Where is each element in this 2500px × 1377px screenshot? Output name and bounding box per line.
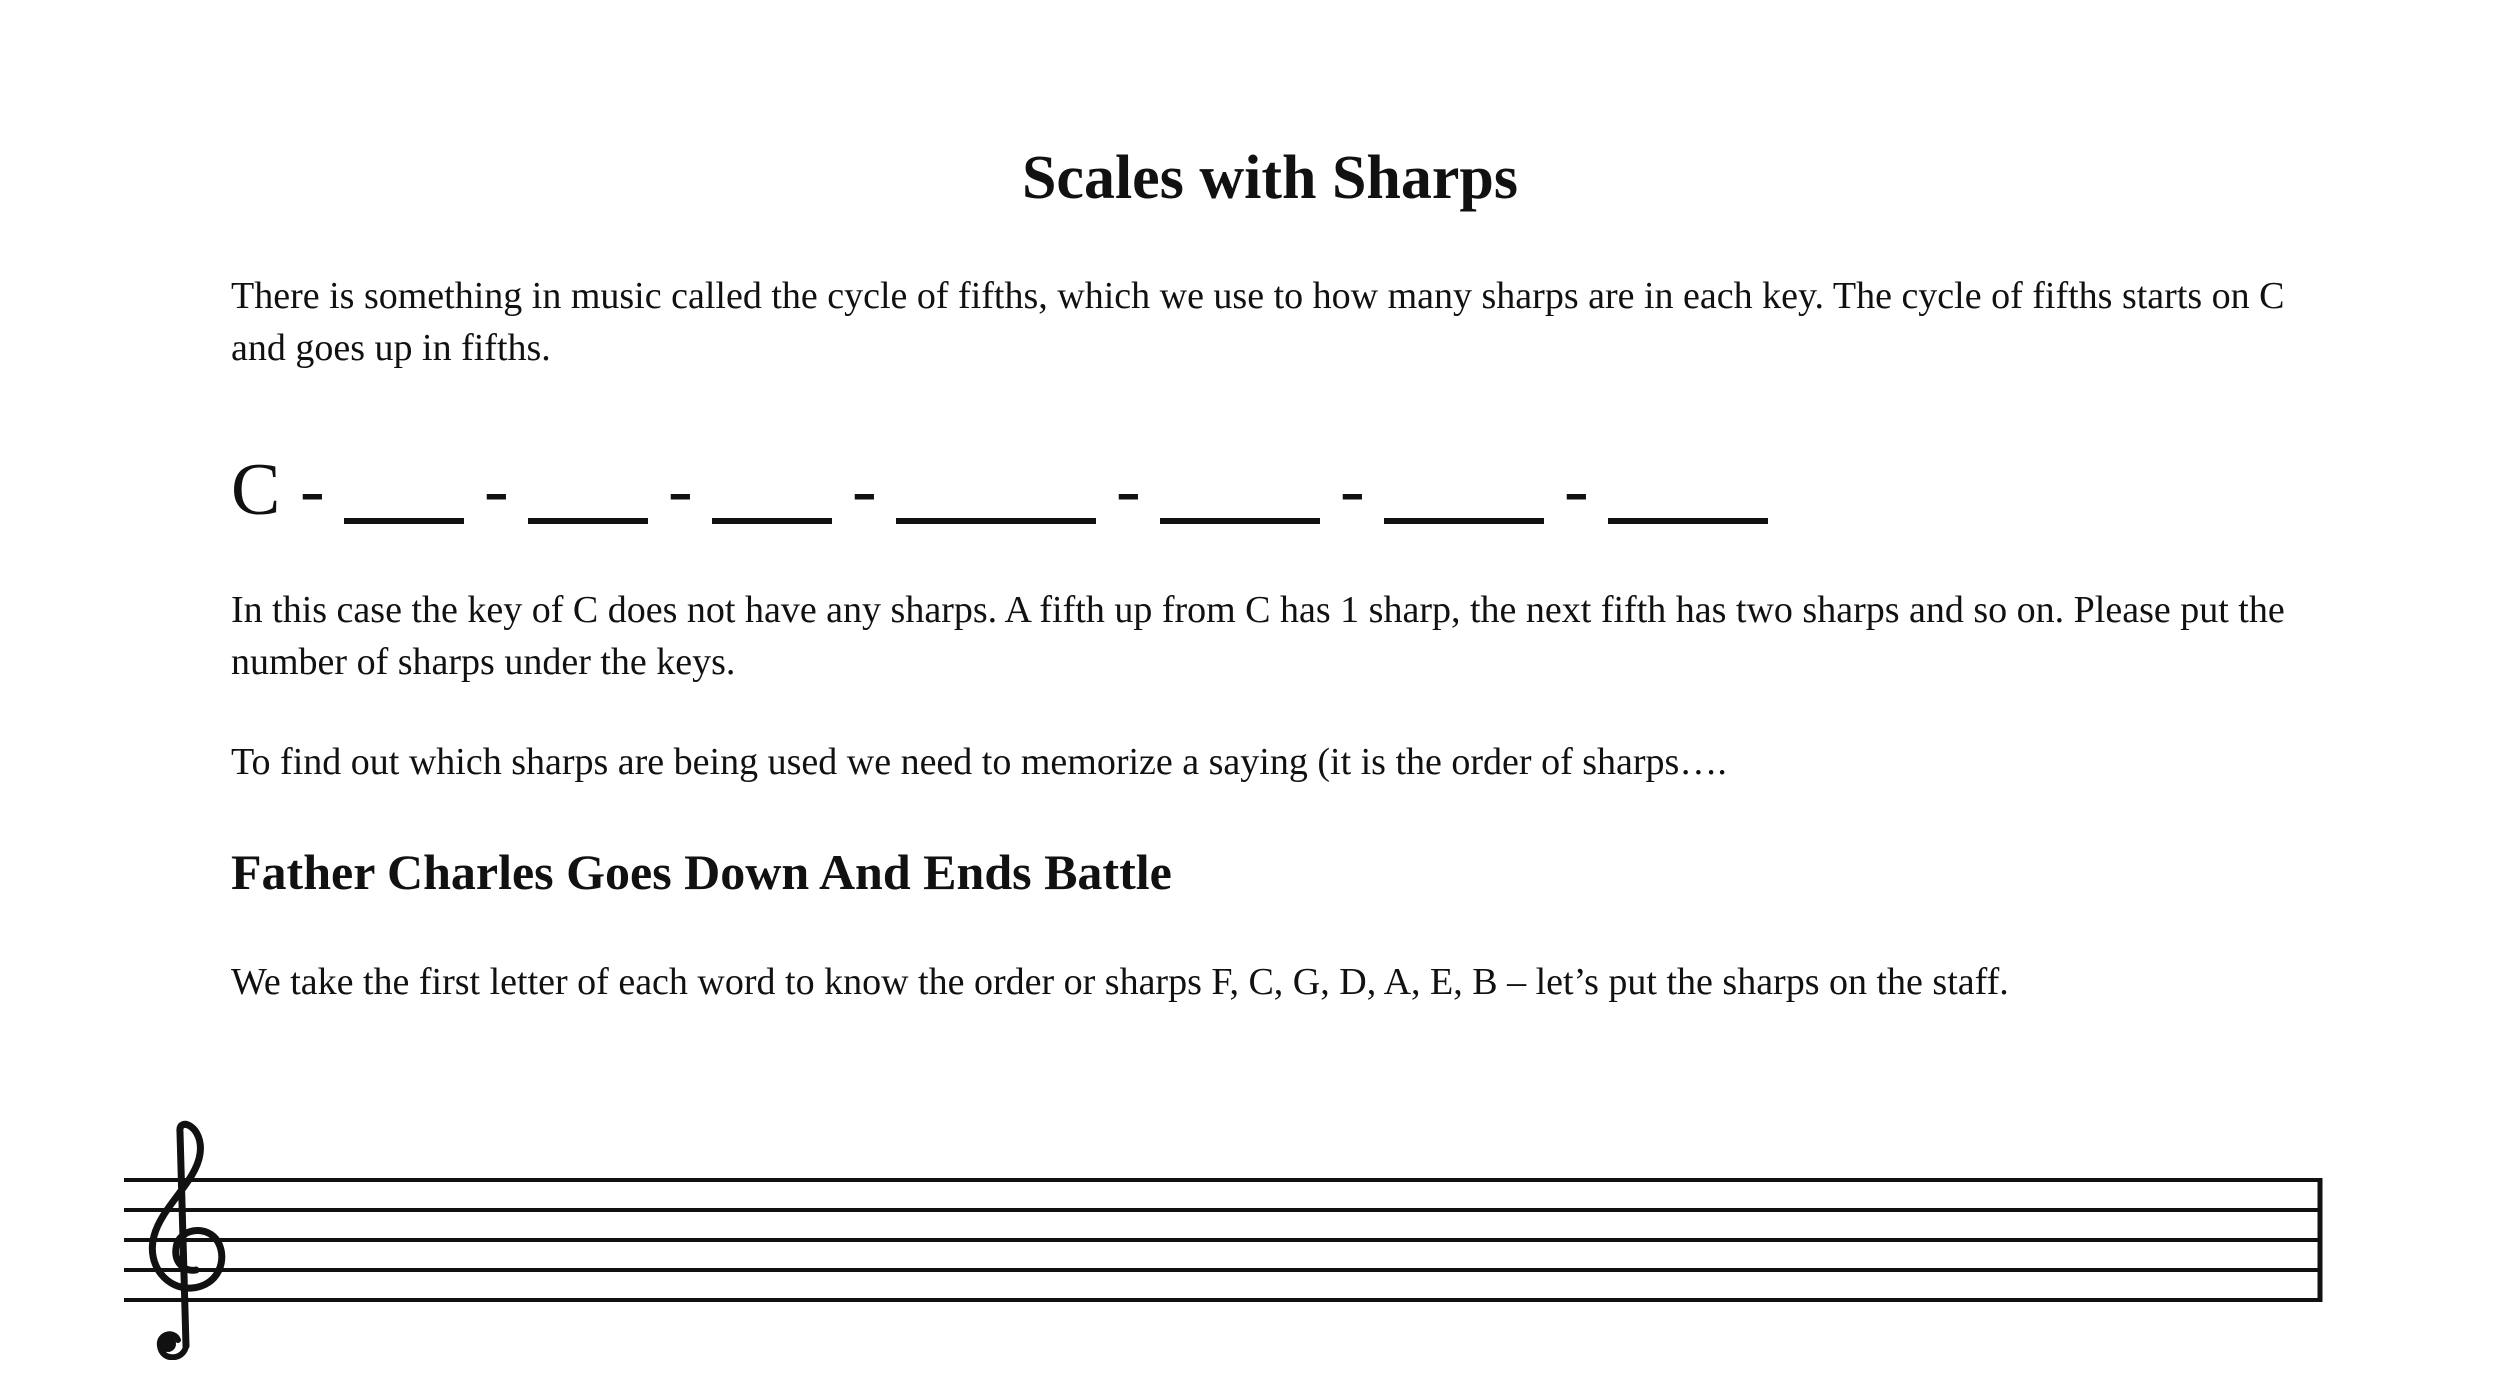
answer-blank-6[interactable] bbox=[1384, 458, 1544, 524]
cycle-separator: - bbox=[852, 449, 877, 531]
intro-paragraph: There is something in music called the cycle of fifths, which we use to how many sharps are in each key. The cycle of fifths starts on C and goes up in fifths. bbox=[231, 275, 2285, 369]
explanation-paragraph: In this case the key of C does not have any sharps. A fifth up from C has 1 sharp, the next fifth has two sharps and so on. Please put the number of sharps under the keys. bbox=[231, 589, 2285, 683]
answer-blank-3[interactable] bbox=[712, 458, 832, 524]
answer-blank-4[interactable] bbox=[896, 458, 1096, 524]
cycle-separator: - bbox=[300, 449, 325, 531]
answer-blank-5[interactable] bbox=[1160, 458, 1320, 524]
cycle-separator: - bbox=[1340, 449, 1365, 531]
cycle-separator: - bbox=[484, 449, 509, 531]
answer-blank-1[interactable] bbox=[344, 458, 464, 524]
cycle-separator: - bbox=[1564, 449, 1589, 531]
cycle-of-fifths-row bbox=[231, 440, 1780, 530]
order-of-sharps-mnemonic: Father Charles Goes Down And Ends Battle bbox=[231, 844, 1172, 900]
cycle-start-key: C bbox=[231, 449, 281, 531]
staff-lines bbox=[124, 1180, 2320, 1300]
answer-blank-7[interactable] bbox=[1608, 458, 1768, 524]
music-staff[interactable] bbox=[120, 1120, 2340, 1360]
order-paragraph: We take the first letter of each word to know the order or sharps F, C, G, D, A, E, B – let’s put the sharps on the staff. bbox=[231, 961, 2009, 1003]
cycle-separator: - bbox=[668, 449, 693, 531]
answer-blank-2[interactable] bbox=[528, 458, 648, 524]
saying-intro-paragraph: To find out which sharps are being used we need to memorize a saying (it is the order of sharps…. bbox=[231, 741, 1727, 783]
page-title: Scales with Sharps bbox=[1021, 144, 1519, 212]
cycle-separator: - bbox=[1116, 449, 1141, 531]
